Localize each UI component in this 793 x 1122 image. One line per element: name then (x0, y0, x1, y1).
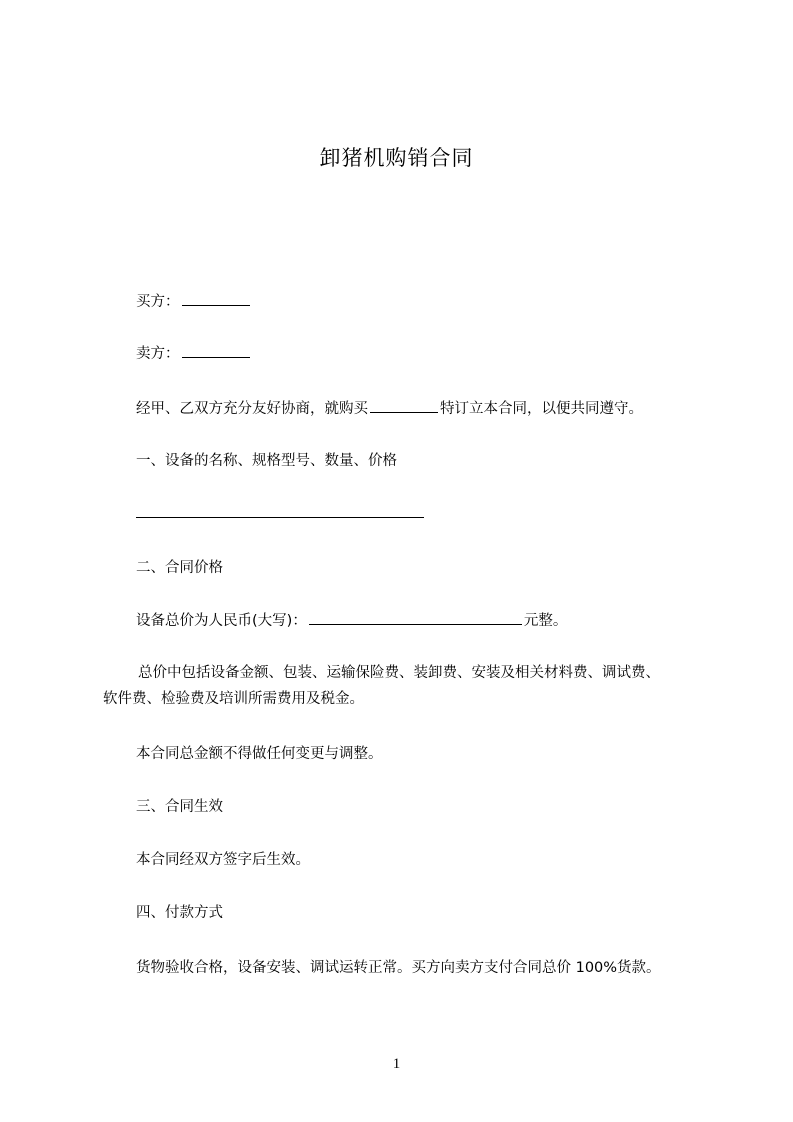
total-price-prefix: 设备总价为人民币(大写)： (136, 613, 307, 629)
purchase-item-blank[interactable] (370, 397, 438, 413)
intro-paragraph (103, 396, 756, 422)
document-title: 卸猪机购销合同 (319, 146, 474, 170)
section3-heading: 三、合同生效 (136, 799, 223, 815)
section1-heading: 一、设备的名称、规格型号、数量、价格 (136, 453, 397, 469)
price-includes-line-1: 总价中包括设备金额、包装、运输保险费、装卸费、安装及相关材料费、调试费、 (138, 665, 660, 681)
price-includes-line-2: 软件费、检验费及培训所需费用及税金。 (103, 691, 364, 707)
price-includes-paragraph (103, 660, 723, 712)
buyer-blank[interactable] (182, 290, 250, 306)
intro-suffix: 特订立本合同，以便共同遵守。 (440, 401, 643, 417)
seller-blank[interactable] (182, 342, 250, 358)
payment-text: 货物验收合格，设备安装、调试运转正常。买方向卖方支付合同总价 100%货款。 (136, 960, 661, 976)
total-price-suffix: 元整。 (523, 613, 568, 629)
buyer-line (103, 289, 756, 315)
effective-text: 本合同经双方签字后生效。 (136, 852, 310, 868)
total-price-line (103, 608, 756, 634)
page-number: 1 (392, 1056, 401, 1072)
buyer-label: 买方： (136, 294, 180, 310)
section2-heading: 二、合同价格 (136, 560, 223, 576)
equipment-details-blank[interactable] (136, 517, 424, 518)
seller-label: 卖方： (136, 346, 180, 362)
section4-heading: 四、付款方式 (136, 905, 223, 921)
no-change-text: 本合同总金额不得做任何变更与调整。 (136, 746, 383, 762)
seller-line (103, 341, 756, 367)
intro-prefix: 经甲、乙双方充分友好协商，就购买 (136, 401, 368, 417)
total-price-blank[interactable] (309, 609, 522, 625)
